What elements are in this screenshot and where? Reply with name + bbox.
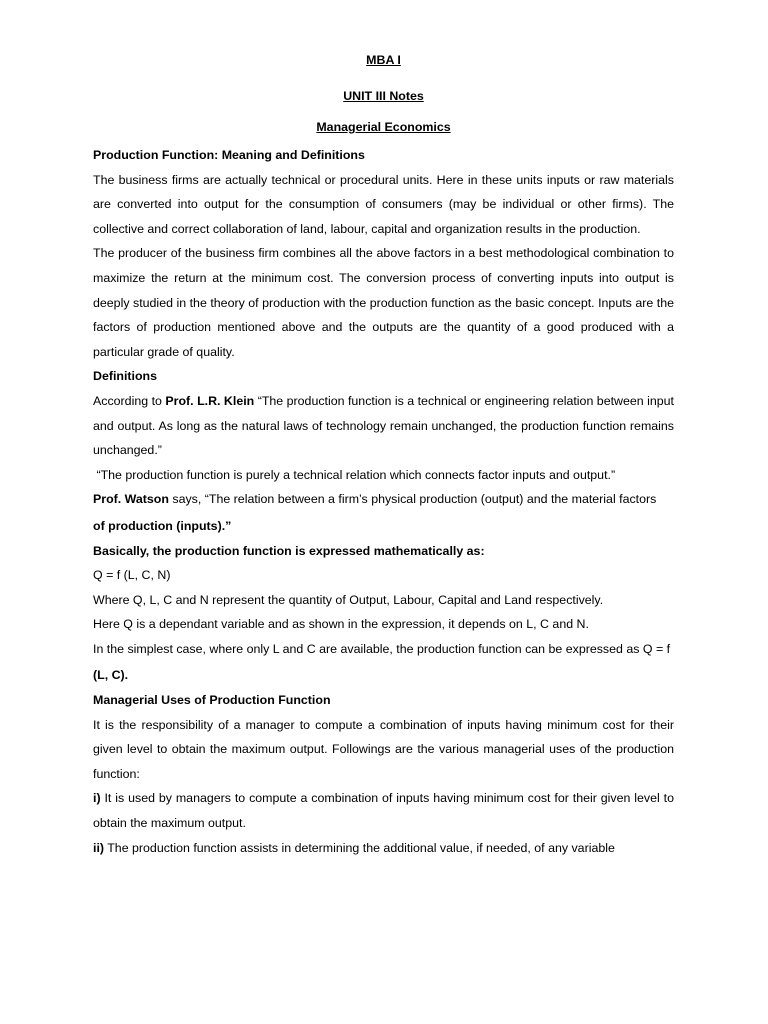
unit-title: UNIT III Notes — [343, 89, 424, 103]
klein-prefix: According to — [93, 393, 166, 408]
paragraph-business-firms: The business firms are actually technical or procedural units. Here in these units inputs or raw materials are converted into output for the consumption of consumers (may be individual or other firms). The collective and correct collaboration of land, labour, capital and organization results in the production. — [93, 172, 674, 236]
watson-text: says, “The relation between a firm’s physical production (output) and the material factors — [168, 492, 657, 507]
list-item-1-number: i) — [93, 791, 101, 806]
list-item-2 — [93, 836, 674, 861]
paragraph-simplest-case: In the simplest case, where only L and C are available, the production function can be expressed as Q = f — [93, 641, 671, 656]
paragraph-dependant: Here Q is a dependant variable and as shown in the expression, it depends on L, C and N. — [93, 617, 589, 632]
paragraph-technical-relation: “The production function is purely a technical relation which connects factor inputs and output.” — [93, 467, 616, 482]
paragraph-basically: Basically, the production function is expressed mathematically as: — [93, 543, 485, 558]
course-title: MBA I — [366, 53, 401, 67]
klein-name: Prof. L.R. Klein — [165, 393, 255, 408]
paragraph-producer: The producer of the business firm combines all the above factors in a best methodological combination to maximize the return at the minimum cost. The conversion process of converting inputs into output is deeply studied in the theory of production with the production function as the basic concept. Inputs are the factors of production mentioned above and the outputs are the quantity of a good produced with a particular grade of quality. — [93, 246, 674, 359]
klein-quote: “The production function is a technical or engineering relation between input and output. As long as the natural laws of technology remain unchanged, the production function remains unchanged.” — [93, 393, 674, 458]
paragraph-klein — [93, 389, 674, 463]
list-item-1-text: It is used by managers to compute a combination of inputs having minimum cost for their given level to obtain the maximum output. — [93, 791, 674, 831]
section-heading-definitions: Definitions — [93, 369, 158, 384]
list-item-2-text: The production function assists in determining the additional value, if needed, of any variable — [104, 840, 615, 855]
paragraph-watson — [93, 487, 674, 512]
subject-title: Managerial Economics — [316, 120, 451, 134]
section-heading-managerial-uses: Managerial Uses of Production Function — [93, 693, 331, 708]
watson-name: Prof. Watson — [93, 492, 169, 507]
simplest-continuation: (L, C). — [93, 668, 129, 683]
watson-continuation: of production (inputs).” — [93, 518, 232, 533]
formula: Q = f (L, C, N) — [93, 568, 171, 583]
paragraph-where: Where Q, L, C and N represent the quantity of Output, Labour, Capital and Land respectively. — [93, 592, 604, 607]
section-heading-production-function: Production Function: Meaning and Definitions — [93, 148, 365, 162]
list-item-2-number: ii) — [93, 840, 105, 855]
list-item-1 — [93, 786, 674, 835]
paragraph-uses-intro: It is the responsibility of a manager to compute a combination of inputs having minimum cost for their given level to obtain the maximum output. Followings are the various managerial uses of the production function: — [93, 717, 674, 781]
